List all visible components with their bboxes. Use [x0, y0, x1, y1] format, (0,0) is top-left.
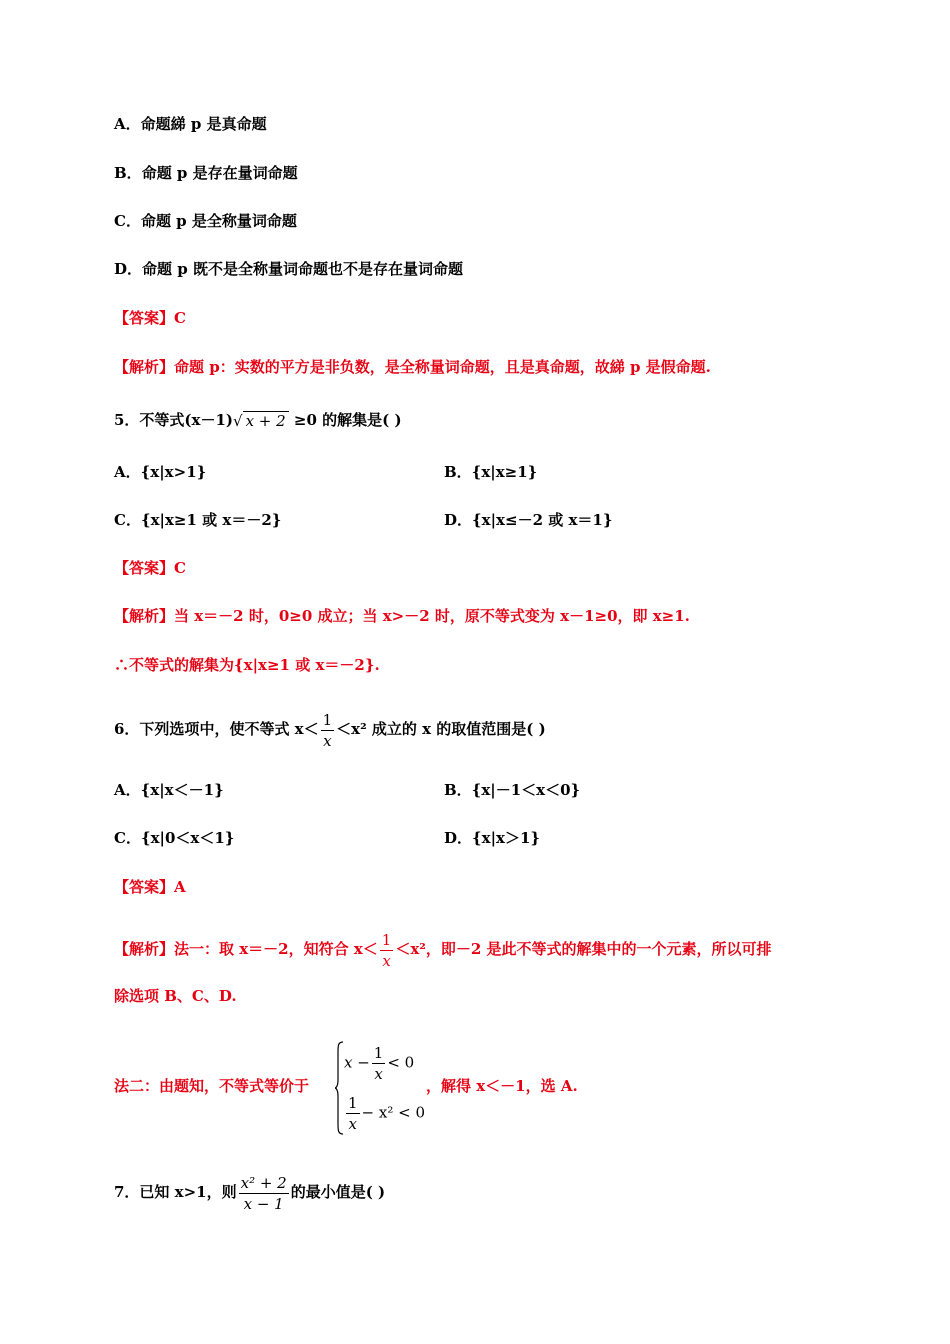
- fraction: $\frac{1}{x}$: [322, 710, 333, 750]
- q6-analysis-line2: 除选项 B、C、D.: [114, 987, 237, 1005]
- q4-option-b: B．命题 p 是存在量词命题: [114, 164, 298, 182]
- q6-method2-prefix: 法二：由题知，不等式等价于: [114, 1077, 310, 1095]
- q4-answer: 【答案】C: [114, 309, 186, 327]
- fraction: $\frac{1}{x}$: [348, 1094, 358, 1133]
- fraction: $\frac{\text{x² + 2}}{x - 1}$: [240, 1173, 287, 1213]
- left-brace-icon: [334, 1040, 344, 1136]
- q6-option-d: D．{x|x＞1}: [444, 829, 541, 847]
- q5-stem: 5．不等式(x－1)√ x + 2 ≥0 的解集是( ): [114, 411, 402, 430]
- q6-option-c: C．{x|0＜x＜1}: [114, 829, 235, 847]
- q5-answer: 【答案】C: [114, 559, 186, 577]
- q4-option-a: A．命题綈 p 是真命题: [114, 115, 267, 133]
- system-row-1: x − $\frac{1}{x}$ < 0: [344, 1044, 415, 1083]
- inequality-system: [334, 1040, 424, 1136]
- q5-option-b: B．{x|x≥1}: [444, 463, 538, 481]
- fraction: $\frac{1}{x}$: [381, 930, 392, 970]
- system-row-2: $\frac{1}{x}$ − x² < 0: [348, 1094, 426, 1133]
- q5-analysis: 【解析】当 x＝－2 时，0≥0 成立；当 x>－2 时，原不等式变为 x－1≥0，即 x≥1.: [114, 607, 690, 625]
- q6-option-b: B．{x|－1＜x＜0}: [444, 781, 581, 799]
- q7-stem: 7．已知 x>1，则 $\frac{\text{x² + 2}}{x - 1}$ 的最小值是( ): [114, 1173, 386, 1213]
- q4-option-d: D．命题 p 既不是全称量词命题也不是存在量词命题: [114, 260, 463, 278]
- q6-analysis: 【解析】法一：取 x＝－2，知符合 x＜ $\frac{1}{x}$ ＜x²，即－2 是此不等式的解集中的一个元素，所以可排: [114, 930, 772, 970]
- fraction: $\frac{1}{x}$: [373, 1044, 384, 1083]
- q5-option-a: A．{x|x>1}: [114, 463, 207, 481]
- q5-option-c: C．{x|x≥1 或 x＝－2}: [114, 511, 282, 529]
- q6-method2-suffix: ，解得 x＜－1，选 A.: [426, 1077, 578, 1095]
- sqrt-expression: √ x + 2: [233, 411, 289, 431]
- q6-answer: 【答案】A: [114, 878, 186, 896]
- q5-option-d: D．{x|x≤－2 或 x＝1}: [444, 511, 613, 529]
- q4-option-c: C．命题 p 是全称量词命题: [114, 212, 297, 230]
- q6-stem: 6．下列选项中，使不等式 x＜ $\frac{1}{x}$ ＜x² 成立的 x 的取值范围是( ): [114, 710, 546, 750]
- q6-option-a: A．{x|x＜－1}: [114, 781, 224, 799]
- q5-conclusion: ∴不等式的解集为{x|x≥1 或 x＝－2}.: [114, 656, 380, 674]
- q4-analysis: 【解析】命题 p：实数的平方是非负数，是全称量词命题，且是真命题，故綈 p 是假命题.: [114, 358, 711, 376]
